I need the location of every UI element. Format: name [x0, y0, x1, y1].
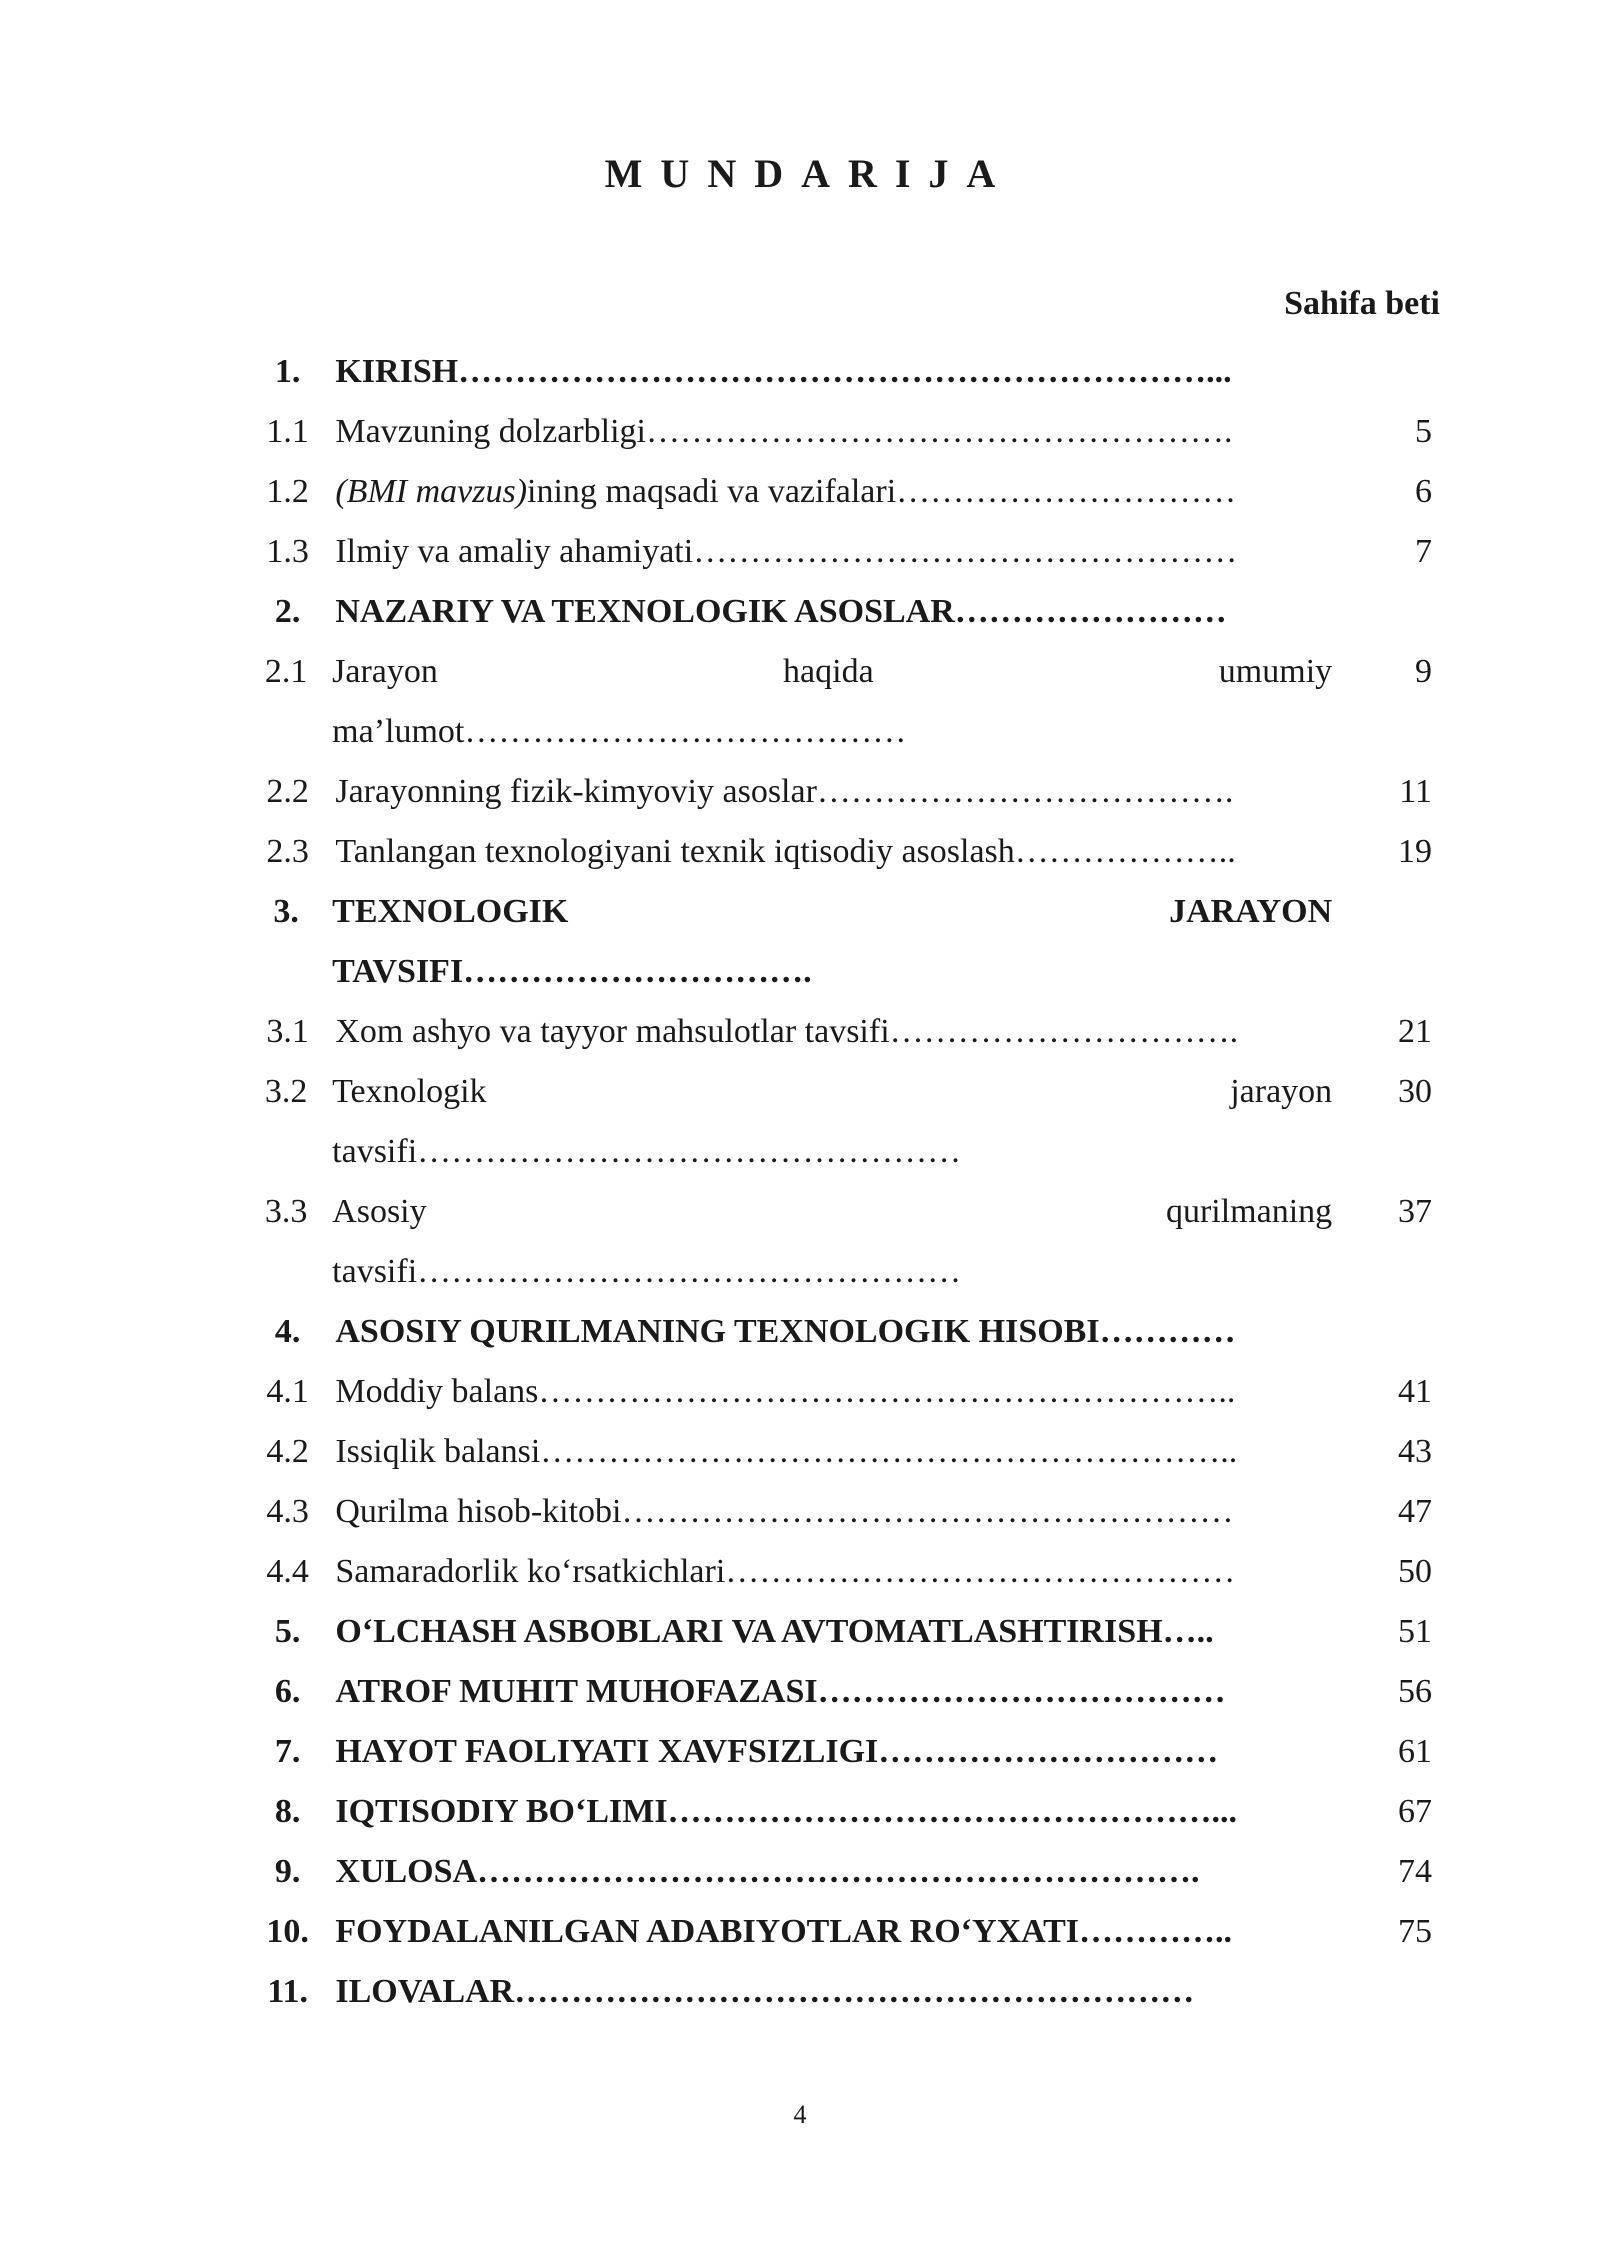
- table-of-contents: [240, 342, 1440, 2022]
- toc-entry-title: [332, 1062, 1332, 1182]
- toc-entry-page: 7: [1415, 533, 1432, 570]
- toc-entry-title: Jarayonning fizik-kimyoviy asoslar……………………………….: [335, 773, 1234, 810]
- toc-entry-3-3: [240, 1182, 1440, 1302]
- toc-entry-number: 4.3: [266, 1493, 309, 1530]
- toc-entry-2-3: [240, 822, 1440, 882]
- toc-word: haqida: [783, 653, 874, 690]
- toc-entry-8: [240, 1782, 1440, 1842]
- toc-entry-number: 4.: [274, 1313, 301, 1350]
- toc-entry-number: 4.1: [266, 1373, 309, 1410]
- toc-entry-number: 10.: [266, 1913, 309, 1950]
- toc-entry-number: 3.3: [264, 1193, 308, 1230]
- toc-word: Texnologik: [332, 1073, 487, 1110]
- toc-word: Jarayon: [332, 653, 438, 690]
- toc-entry-title-line1: [332, 642, 1332, 702]
- toc-word: qurilmaning: [1165, 1193, 1333, 1230]
- toc-entry-number: 1.2: [266, 473, 309, 510]
- page-title: MUNDARIJA: [604, 151, 1014, 196]
- toc-word: TEXNOLOGIK: [332, 893, 569, 930]
- toc-entry-title-italic: (BMI mavzus): [335, 473, 528, 510]
- toc-entry-title: ILOVALAR……………………………………………………: [335, 1973, 1195, 2010]
- toc-entry-title-line1: [332, 882, 1332, 942]
- toc-entry-title-line1: [332, 1182, 1332, 1242]
- toc-entry-title: IQTISODIY BO‘LIMI…………………………………………...: [335, 1793, 1238, 1830]
- toc-entry-page: 47: [1398, 1493, 1432, 1530]
- page-number: 4: [793, 2100, 807, 2129]
- toc-entry-number: 4.4: [266, 1553, 309, 1590]
- toc-entry-1-1: [240, 402, 1440, 462]
- toc-entry-page: 43: [1398, 1433, 1432, 1470]
- toc-entry-1-3: [240, 522, 1440, 582]
- toc-entry-title: ATROF MUHIT MUHOFAZASI………………………………: [335, 1673, 1226, 1710]
- toc-entry-page: 19: [1398, 833, 1432, 870]
- toc-entry-title-line2: tavsifi…………………………………………: [332, 1253, 962, 1290]
- toc-entry-page: 21: [1398, 1013, 1432, 1050]
- toc-entry-3-2: [240, 1062, 1440, 1182]
- toc-entry-3-1: [240, 1002, 1440, 1062]
- toc-entry-number: 8.: [274, 1793, 301, 1830]
- toc-entry-2: [240, 582, 1440, 642]
- toc-entry-title: KIRISH…………………………………………………………...: [335, 353, 1232, 390]
- toc-entry-title: ASOSIY QURILMANING TEXNOLOGIK HISOBI…………: [335, 1313, 1236, 1350]
- toc-entry-number: 3.1: [266, 1013, 309, 1050]
- toc-word: JARAYON: [1169, 893, 1333, 930]
- toc-entry-title: [335, 462, 1328, 522]
- toc-entry-7: [240, 1722, 1440, 1782]
- toc-entry-title: XULOSA……………………………………………………….: [335, 1853, 1200, 1890]
- toc-entry-9: [240, 1842, 1440, 1902]
- toc-entry-page: 5: [1415, 413, 1432, 450]
- toc-entry-page: 41: [1398, 1373, 1432, 1410]
- toc-word: jarayon: [1230, 1073, 1333, 1110]
- toc-entry-title-line2: TAVSIFI………………………….: [332, 953, 812, 990]
- toc-entry-number: 11.: [267, 1973, 308, 2010]
- toc-entry-title: NAZARIY VA TEXNOLOGIK ASOSLAR……………………: [335, 593, 1227, 630]
- toc-entry-number: 2.3: [266, 833, 309, 870]
- toc-entry-title: Xom ashyo va tayyor mahsulotlar tavsifi………………………….: [335, 1013, 1239, 1050]
- toc-entry-2-2: [240, 762, 1440, 822]
- toc-entry-number: 3.2: [264, 1073, 308, 1110]
- toc-entry-number: 1.1: [266, 413, 309, 450]
- toc-entry-title: Mavzuning dolzarbligi…………………………………………….: [335, 413, 1233, 450]
- toc-entry-page: 9: [1415, 653, 1432, 690]
- toc-entry-number: 5.: [274, 1613, 301, 1650]
- toc-entry-4-3: [240, 1482, 1440, 1542]
- toc-entry-number: 1.3: [266, 533, 309, 570]
- toc-entry-3: [240, 882, 1440, 1002]
- toc-entry-6: [240, 1662, 1440, 1722]
- toc-entry-number: 3.: [273, 893, 299, 930]
- toc-entry-2-1: [240, 642, 1440, 762]
- toc-word: umumiy: [1218, 653, 1333, 690]
- toc-entry-number: 1.: [274, 353, 301, 390]
- toc-entry-title: HAYOT FAOLIYATI XAVFSIZLIGI…………………………: [335, 1733, 1219, 1770]
- toc-entry-page: 30: [1398, 1073, 1432, 1110]
- toc-entry-title-rest: ining maqsadi va vazifalari…………………………: [527, 473, 1237, 510]
- toc-word: Asosiy: [332, 1193, 427, 1230]
- toc-entry-page: 67: [1398, 1793, 1432, 1830]
- toc-entry-title: [332, 1182, 1332, 1302]
- toc-entry-title: Qurilma hisob-kitobi………………………………………………: [335, 1493, 1234, 1530]
- toc-entry-number: 4.2: [266, 1433, 309, 1470]
- toc-entry-page: 6: [1415, 473, 1432, 510]
- toc-entry-4-4: [240, 1542, 1440, 1602]
- toc-entry-title-line2: tavsifi…………………………………………: [332, 1133, 962, 1170]
- toc-entry-1: [240, 342, 1440, 402]
- toc-entry-title: FOYDALANILGAN ADABIYOTLAR RO‘YXATI…………..: [335, 1913, 1233, 1950]
- toc-entry-title: O‘LCHASH ASBOBLARI VA AVTOMATLASHTIRISH…..: [335, 1613, 1214, 1650]
- toc-entry-title: [332, 882, 1332, 1002]
- toc-entry-title: [332, 642, 1332, 762]
- toc-entry-title-line1: [332, 1062, 1332, 1122]
- toc-entry-page: 37: [1398, 1193, 1432, 1230]
- toc-entry-number: 7.: [274, 1733, 301, 1770]
- toc-entry-title: Samaradorlik ko‘rsatkichlari………………………………………: [335, 1553, 1236, 1590]
- toc-entry-title: Tanlangan texnologiyani texnik iqtisodiy asoslash………………..: [335, 833, 1236, 870]
- toc-entry-number: 2.2: [266, 773, 309, 810]
- toc-entry-number: 2.1: [264, 653, 308, 690]
- toc-entry-title: Moddiy balans……………………………………………………..: [335, 1373, 1236, 1410]
- toc-entry-4-1: [240, 1362, 1440, 1422]
- toc-entry-4: [240, 1302, 1440, 1362]
- toc-entry-page: 75: [1398, 1913, 1432, 1950]
- toc-entry-title-line2: ma’lumot…………………………………: [332, 713, 907, 750]
- toc-entry-page: 61: [1398, 1733, 1432, 1770]
- page-column-header: Sahifa beti: [1284, 285, 1440, 322]
- toc-entry-number: 6.: [274, 1673, 301, 1710]
- toc-entry-page: 11: [1399, 773, 1432, 810]
- toc-entry-5: [240, 1602, 1440, 1662]
- toc-entry-title: Issiqlik balansi……………………………………………………..: [335, 1433, 1238, 1470]
- toc-entry-page: 74: [1398, 1853, 1432, 1890]
- toc-entry-number: 2.: [274, 593, 301, 630]
- toc-entry-page: 56: [1398, 1673, 1432, 1710]
- toc-entry-10: [240, 1902, 1440, 1962]
- toc-entry-number: 9.: [274, 1853, 301, 1890]
- toc-entry-4-2: [240, 1422, 1440, 1482]
- toc-entry-1-2: [240, 462, 1440, 522]
- toc-entry-page: 50: [1398, 1553, 1432, 1590]
- toc-entry-11: [240, 1962, 1440, 2022]
- toc-entry-page: 51: [1398, 1613, 1432, 1650]
- toc-entry-title: Ilmiy va amaliy ahamiyati…………………………………………: [335, 533, 1238, 570]
